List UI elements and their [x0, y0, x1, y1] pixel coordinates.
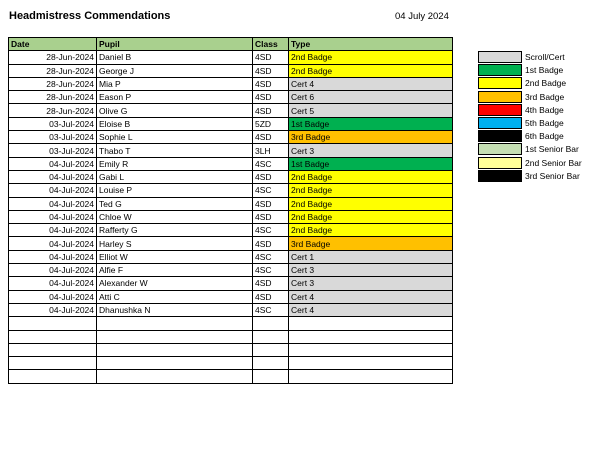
cell-type: 3rd Badge: [289, 237, 453, 250]
cell-type: Cert 4: [289, 290, 453, 303]
cell-date: 04-Jul-2024: [9, 224, 97, 237]
table-row: [9, 144, 453, 157]
legend-label: 1st Badge: [525, 65, 564, 76]
column-header-type: Type: [289, 38, 453, 51]
cell-type: 2nd Badge: [289, 184, 453, 197]
cell-pupil: Gabi L: [97, 170, 253, 183]
cell-date: [9, 330, 97, 343]
cell-class: 4SC: [253, 250, 289, 263]
column-header-pupil: Pupil: [97, 38, 253, 51]
cell-class: 4SD: [253, 210, 289, 223]
cell-pupil: Chloe W: [97, 210, 253, 223]
cell-class: 4SC: [253, 157, 289, 170]
cell-class: 4SD: [253, 290, 289, 303]
cell-type: Cert 3: [289, 264, 453, 277]
cell-class: 4SD: [253, 277, 289, 290]
cell-type: 1st Badge: [289, 117, 453, 130]
cell-pupil: Emily R: [97, 157, 253, 170]
cell-pupil: Eason P: [97, 91, 253, 104]
cell-pupil: Thabo T: [97, 144, 253, 157]
legend-label: Scroll/Cert: [525, 52, 565, 62]
legend-label: 4th Badge: [525, 104, 564, 115]
cell-date: 03-Jul-2024: [9, 117, 97, 130]
cell-date: 04-Jul-2024: [9, 157, 97, 170]
cell-pupil: Dhanushka N: [97, 303, 253, 316]
cell-date: 28-Jun-2024: [9, 51, 97, 64]
cell-date: 04-Jul-2024: [9, 197, 97, 210]
legend-swatch: [478, 77, 522, 89]
table-row: [9, 64, 453, 77]
legend-swatch: [478, 64, 522, 76]
cell-date: 04-Jul-2024: [9, 170, 97, 183]
table-row: [9, 277, 453, 290]
table-row: [9, 91, 453, 104]
cell-type: [289, 317, 453, 330]
column-header-class: Class: [253, 38, 289, 51]
cell-class: 4SD: [253, 51, 289, 64]
commendations-table: [8, 37, 453, 384]
legend-swatch: [478, 117, 522, 129]
cell-class: 4SC: [253, 184, 289, 197]
cell-date: 03-Jul-2024: [9, 144, 97, 157]
cell-type: [289, 370, 453, 383]
cell-date: [9, 370, 97, 383]
table-row: [9, 330, 453, 343]
table-row: [9, 170, 453, 183]
table-row: [9, 290, 453, 303]
cell-date: 04-Jul-2024: [9, 303, 97, 316]
table-row: [9, 77, 453, 90]
legend-label: 2nd Badge: [525, 78, 567, 89]
cell-class: 4SD: [253, 64, 289, 77]
legend-label: 1st Senior Bar: [525, 144, 579, 155]
table-row: [9, 51, 453, 64]
cell-class: [253, 357, 289, 370]
cell-pupil: Atti C: [97, 290, 253, 303]
cell-type: Cert 6: [289, 91, 453, 104]
cell-date: 28-Jun-2024: [9, 91, 97, 104]
cell-class: [253, 370, 289, 383]
table-row: [9, 264, 453, 277]
column-header-date: Date: [9, 38, 97, 51]
cell-pupil: [97, 343, 253, 356]
cell-type: 2nd Badge: [289, 64, 453, 77]
cell-date: 28-Jun-2024: [9, 104, 97, 117]
table-row: [9, 303, 453, 316]
cell-class: 4SC: [253, 224, 289, 237]
table-row: [9, 224, 453, 237]
cell-class: 4SD: [253, 197, 289, 210]
legend-label: 6th Badge: [525, 131, 564, 142]
legend-swatch: [478, 91, 522, 103]
cell-date: 03-Jul-2024: [9, 131, 97, 144]
cell-date: 28-Jun-2024: [9, 77, 97, 90]
legend-swatch: [478, 51, 522, 63]
cell-pupil: Mia P: [97, 77, 253, 90]
cell-type: Cert 4: [289, 77, 453, 90]
cell-date: 04-Jul-2024: [9, 250, 97, 263]
cell-class: 4SC: [253, 303, 289, 316]
cell-class: 4SD: [253, 170, 289, 183]
legend-label: 5th Badge: [525, 117, 564, 128]
cell-class: 5ZD: [253, 117, 289, 130]
cell-date: [9, 343, 97, 356]
cell-type: Cert 3: [289, 277, 453, 290]
cell-pupil: Rafferty G: [97, 224, 253, 237]
cell-date: 04-Jul-2024: [9, 264, 97, 277]
table-row: [9, 317, 453, 330]
table-row: [9, 370, 453, 383]
cell-pupil: Louise P: [97, 184, 253, 197]
cell-pupil: Alexander W: [97, 277, 253, 290]
table-row: [9, 210, 453, 223]
legend-swatch: [478, 157, 522, 169]
cell-date: 04-Jul-2024: [9, 237, 97, 250]
table-header-row: [9, 38, 453, 51]
cell-type: 2nd Badge: [289, 51, 453, 64]
cell-class: [253, 330, 289, 343]
cell-pupil: Ted G: [97, 197, 253, 210]
cell-pupil: Harley S: [97, 237, 253, 250]
legend-label: 3rd Badge: [525, 91, 565, 102]
cell-date: 04-Jul-2024: [9, 290, 97, 303]
cell-type: [289, 343, 453, 356]
table-row: [9, 117, 453, 130]
page-title: Headmistress Commendations: [9, 10, 171, 22]
legend-swatch: [478, 104, 522, 116]
cell-pupil: Eloise B: [97, 117, 253, 130]
cell-date: 28-Jun-2024: [9, 64, 97, 77]
cell-type: Cert 4: [289, 303, 453, 316]
cell-class: 4SD: [253, 104, 289, 117]
cell-type: Cert 1: [289, 250, 453, 263]
cell-type: 2nd Badge: [289, 210, 453, 223]
cell-date: 04-Jul-2024: [9, 210, 97, 223]
table-row: [9, 131, 453, 144]
cell-type: 1st Badge: [289, 157, 453, 170]
cell-type: 2nd Badge: [289, 224, 453, 237]
cell-pupil: Sophie L: [97, 131, 253, 144]
cell-class: [253, 343, 289, 356]
cell-class: 4SD: [253, 237, 289, 250]
legend-swatch: [478, 143, 522, 155]
legend-label: 3rd Senior Bar: [525, 170, 580, 181]
table-row: [9, 357, 453, 370]
table-row: [9, 237, 453, 250]
cell-pupil: [97, 317, 253, 330]
report-date: 04 July 2024: [395, 11, 449, 22]
table-row: [9, 250, 453, 263]
cell-date: 04-Jul-2024: [9, 277, 97, 290]
cell-type: Cert 5: [289, 104, 453, 117]
legend-label: 2nd Senior Bar: [525, 157, 582, 168]
cell-date: 04-Jul-2024: [9, 184, 97, 197]
cell-pupil: Olive G: [97, 104, 253, 117]
cell-type: 2nd Badge: [289, 197, 453, 210]
cell-class: 4SC: [253, 264, 289, 277]
cell-type: 3rd Badge: [289, 131, 453, 144]
table-row: [9, 157, 453, 170]
cell-pupil: [97, 357, 253, 370]
cell-pupil: Elliot W: [97, 250, 253, 263]
table-body: [9, 51, 453, 383]
cell-pupil: Daniel B: [97, 51, 253, 64]
legend-swatch: [478, 130, 522, 142]
cell-class: [253, 317, 289, 330]
cell-type: 2nd Badge: [289, 170, 453, 183]
cell-class: 4SD: [253, 131, 289, 144]
table-row: [9, 184, 453, 197]
cell-class: 3LH: [253, 144, 289, 157]
cell-date: [9, 357, 97, 370]
cell-pupil: [97, 330, 253, 343]
table-row: [9, 104, 453, 117]
cell-class: 4SD: [253, 77, 289, 90]
cell-type: [289, 330, 453, 343]
table-row: [9, 197, 453, 210]
table-row: [9, 343, 453, 356]
cell-pupil: [97, 370, 253, 383]
cell-pupil: George J: [97, 64, 253, 77]
cell-type: [289, 357, 453, 370]
cell-date: [9, 317, 97, 330]
cell-type: Cert 3: [289, 144, 453, 157]
cell-pupil: Alfie F: [97, 264, 253, 277]
cell-class: 4SD: [253, 91, 289, 104]
legend-swatch: [478, 170, 522, 182]
